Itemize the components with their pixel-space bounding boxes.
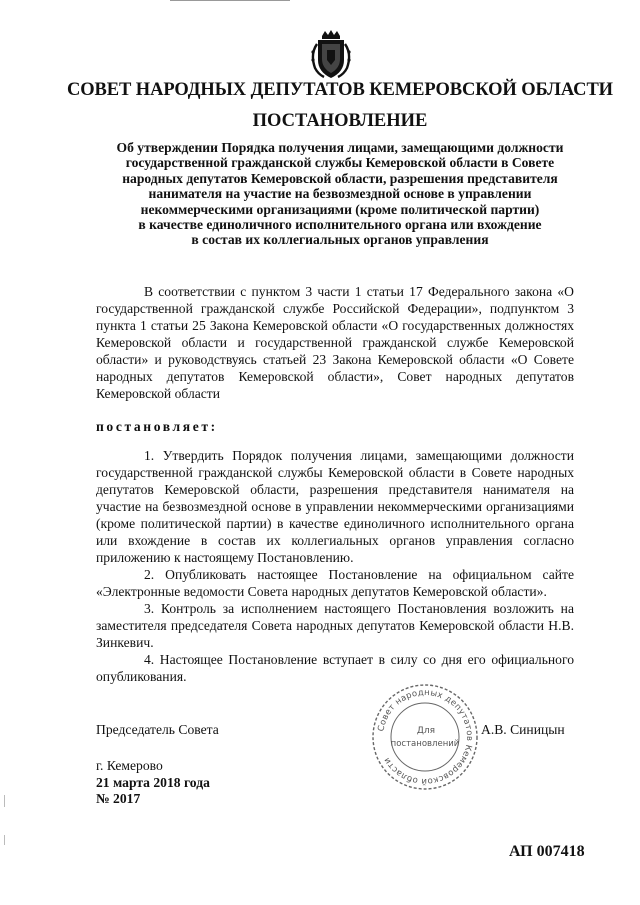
resolves-heading: постановляет: xyxy=(96,419,218,434)
seal-stamp-icon xyxy=(370,682,480,792)
subject-line: в состав их коллегиальных органов управления xyxy=(191,232,489,248)
document-type-heading: ПОСТАНОВЛЕНИЕ xyxy=(252,111,428,131)
organization-title: СОВЕТ НАРОДНЫХ ДЕПУТАТОВ КЕМЕРОВСКОЙ ОБЛАСТИ xyxy=(67,80,613,100)
scan-edge-line xyxy=(170,0,290,1)
subject-line: некоммерческими организациями (кроме политической партии) xyxy=(140,201,540,217)
document-subject xyxy=(100,140,580,248)
seal-center-text: Для xyxy=(416,726,436,736)
resolution-item: 1. Утвердить Порядок получения лицами, замещающими должности государственной гражданской службы Кемеровской области в Совете народных депутатов Кемеровской области, разрешения представителя нанимателя на участие на безвозмездной основе в управлении некоммерческими организациями (кроме политической партии) в качестве единоличного исполнительного органа или вхождение в состав их коллегиальных органов управления согласно приложению к настоящему Постановлению. xyxy=(96,448,574,565)
coat-of-arms-icon xyxy=(309,30,353,80)
seal-center-text: постановлений xyxy=(390,739,460,749)
signatory-position: Председатель Совета xyxy=(96,722,219,737)
seal-ring-text: Совет народных депутатов Кемеровской области xyxy=(376,687,475,787)
scan-artifact xyxy=(4,835,5,845)
resolution-item: 2. Опубликовать настоящее Постановление на официальном сайте «Электронные ведомости Совета народных депутатов Кемеровской области». xyxy=(96,567,574,599)
subject-line: государственной гражданской службы Кемеровской области в Совете xyxy=(125,155,555,171)
scan-artifact xyxy=(4,795,5,807)
preamble-paragraph: В соответствии с пунктом 3 части 1 статьи 17 Федерального закона «О государственной гражданской службе Российской Федерации», подпунктом 3 пункта 1 статьи 25 Закона Кемеровской области «О государственных должностях Кемеровской области и государственной гражданской службе Кемеровской области» и руководствуясь статьей 23 Закона Кемеровской области «О Совете народных депутатов Кемеровской области», Совет народных депутатов Кемеровской области xyxy=(96,284,574,401)
document-number: № 2017 xyxy=(96,791,141,806)
subject-line: Об утверждении Порядка получения лицами, замещающими должности xyxy=(116,140,564,155)
signing-place: г. Кемерово xyxy=(96,758,163,773)
signing-date: 21 марта 2018 года xyxy=(96,775,210,790)
signatory-name: А.В. Синицын xyxy=(481,722,565,737)
subject-line: в качестве единоличного исполнительного органа или вхождение xyxy=(138,217,542,233)
resolution-item: 4. Настоящее Постановление вступает в силу со дня его официального опубликования. xyxy=(96,652,574,684)
subject-line: нанимателя на участие на безвозмездной основе в управлении xyxy=(148,186,532,202)
resolution-item: 3. Контроль за исполнением настоящего Постановления возложить на заместителя председателя Совета народных депутатов Кемеровской области Н.В. Зинкевич. xyxy=(96,601,574,650)
form-serial-code: АП 007418 xyxy=(509,843,585,860)
subject-line: народных депутатов Кемеровской области, разрешения представителя xyxy=(122,170,558,186)
resolution-items xyxy=(96,447,574,685)
